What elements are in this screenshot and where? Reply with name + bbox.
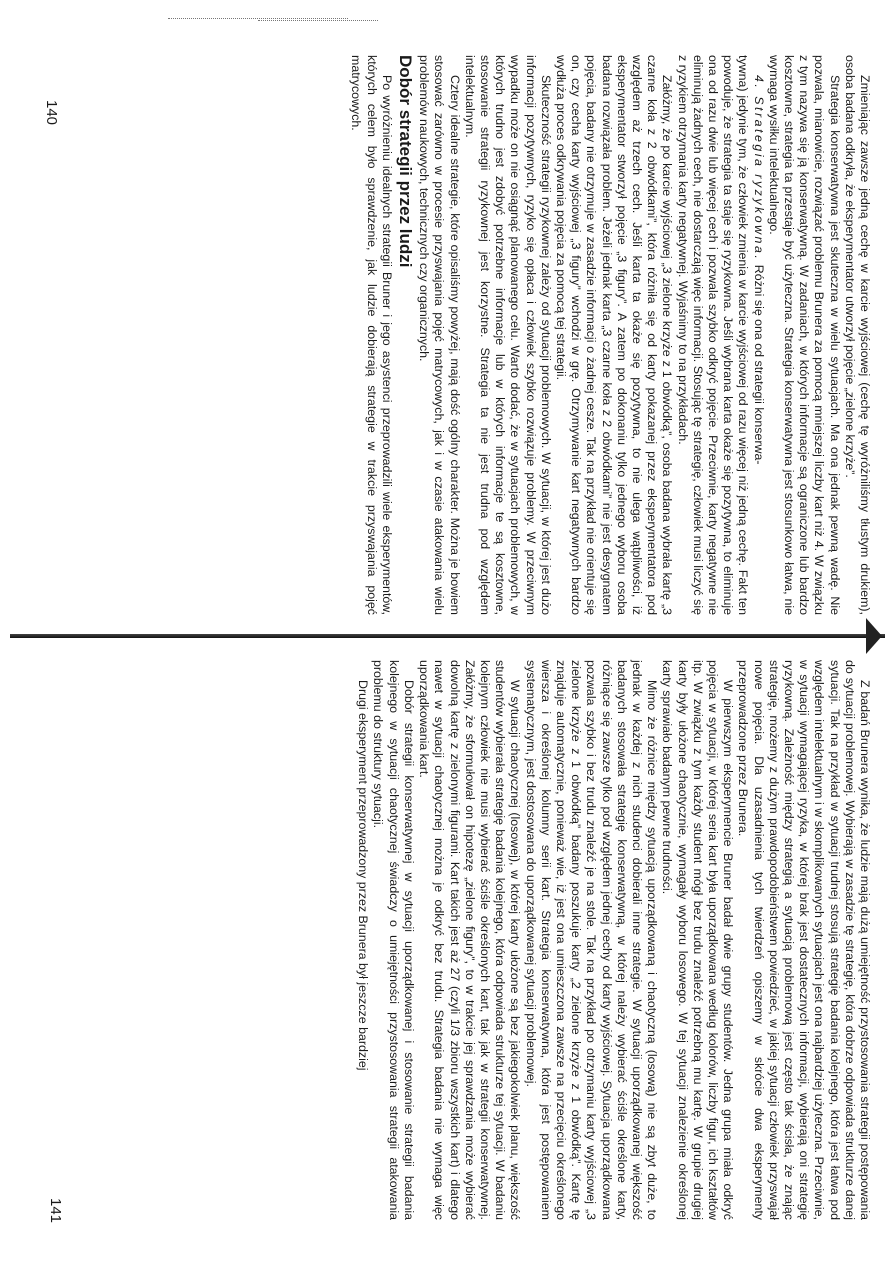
paragraph: W pierwszym eksperymencie Bruner badał dwie grupy studentów. Jedna grupa miała odkryć pojęcia w sytuacji, w której seria kart była uporządkowana według kolorów, liczby figur, ich kształtów itp. W związku z tym każdy student mógł bez trudu znaleźć potrzebną mu kartę. W grupie drugiej karty były ułożone chaotycznie, wymagały wyboru losowego. W tej sytuacji znalezienie określonej karty sprawiało badanym pewne trudności. <box>660 660 736 1220</box>
paragraph: W sytuacji chaotycznej (losowej), w której karty ułożone są bez jakiegokolwiek planu, większość studentów wybierała strategię badania kolejnego, która odpowiada strukturze tej sytuacji. W badaniu kolejnym człowiek nie musi wybierać ściśle określonych kart, tak jak w strategii konserwatywnej. Załóżmy, że sformułował on hipotezę „zielone figury”, to w trakcie jej sprawdzania może wybierać dowolną kartę z zielonymi figurami. Kart takich jest aż 27 (czyli 1/3 zbioru wszystkich kart) i dlatego nawet w sytuacji chaotycznej można je odkryć bez trudu. Strategia badania nie wymaga więc uporządkowania kart. <box>417 660 523 1220</box>
paragraph: tywna) jedynie tym, że człowiek zmienia w karcie wyjściowej od razu więcej niż jedną cechę. Fakt ten powoduje, że strategia ta staje się ryzykowna. Jeśli wybrana karta okaże się pozytywna, to eliminuje ona od razu dwie lub więcej cech i pozwala szybko odkryć pojęcie. Przeciwnie, karty negatywne nie eliminują żadnych cech, nie dostarczają więc informacji. Stosując tę strategię, człowiek musi liczyć się z ryzykiem otrzymania karty negatywnej. Wyjaśnimy to na przykładach. <box>675 55 751 615</box>
paragraph: Po wyróżnieniu idealnych strategii Bruner i jego asystenci przeprowadzili wiele eksperymentów, których celem było sprawdzenie, jak ludzie dobierają strategie w trakcie przyswajania pojęć matrycowych. <box>349 55 394 615</box>
page-divider <box>10 634 885 638</box>
page-number: 141 <box>47 1198 64 1224</box>
paragraph: Strategia konserwatywna jest skuteczna w wielu sytuacjach. Ma ona jednak pewną wadę. Nie pozwala, mianowicie, rozwiązać problemu Brunera za pomocą mniejszej liczby kart niż 4. W związku z tym nazywa się ją konserwatywną. W zadaniach, w których informacje są ograniczone lub bardzo kosztowne, strategia ta przestaje być użyteczna. Strategia konserwatywna jest stosunkowo łatwa, nie wymaga wysiłku intelektualnego. <box>766 55 842 615</box>
paragraph: Mimo że różnice między sytuacją uporządkowaną i chaotyczną (losową) nie są zbyt duże, to jednak w każdej z nich studenci dobierali inne strategie. W sytuacji uporządkowanej większość badanych stosowała strategię konserwatywną, w której należy wybierać ściśle określone karty, różniące się zawsze tylko pod względem jednej cechy od karty wyjściowej. Sytuacja uporządkowana pozwala szybko i bez trudu znaleźć je na stole. Tak na przykład po otrzymaniu karty wyjściowej „3 zielone krzyże z 1 obwódką” badany poszukuje karty „2 zielone krzyże z 1 obwódką”. Kartę tę znajduje automatycznie, ponieważ wie, iż jest ona umieszczona zawsze na przecięciu określonego wiersza i określonej kolumny serii kart. Strategia konserwatywna, która jest postępowaniem systematycznym, jest dostosowana do uporządkowanej sytuacji problemowej. <box>523 660 660 1220</box>
scan-artifact <box>168 18 348 19</box>
strategy-lead-rest: Różni się ona od strategii konserwa- <box>751 264 766 465</box>
scan-artifact <box>258 20 378 21</box>
left-page-text <box>348 55 872 615</box>
paragraph: Skuteczność strategii ryzykownej zależy od sytuacji problemowych. W sytuacji, w której jest dużo informacji pozytywnych, ryzyko się opłaca i człowiek szybko rozwiązuje problemy. W przeciwnym wypadku może on nie osiągnąć planowanego celu. Warto dodać, że w sytuacjach problemowych, w których trudno jest zdobyć potrzebne informacje lub w których informacje te są kosztowne, stosowanie strategii ryzykownej jest korzystne. Strategia ta nie jest trudna pod względem intelektualnym. <box>462 55 553 615</box>
right-page-text <box>355 660 872 1220</box>
paragraph: Cztery idealne strategie, które opisaliśmy powyżej, mają dość ogólny charakter. Można je bowiem stosować zarówno w procesie przyswajania pojęć matrycowych, jak i w czasie atakowania wielu problemów naukowych, technicznych czy organicznych. <box>417 55 462 615</box>
page-number: 140 <box>43 100 60 126</box>
paragraph-strategy-4 <box>750 55 765 615</box>
paragraph: Załóżmy, że po karcie wyjściowej „3 zielone krzyże z 1 obwódką”, osoba badana wybrała kartę „3 czarne koła z 2 obwódkami”, która różniła się od karty pokazanej przez eksperymentatora pod względem aż trzech cech. Jeśli karta ta okaże się pozytywna, to nie ulega wątpliwości, iż eksperymentator stworzył pojęcie „3 figury”. A zatem po dokonaniu tylko jednego wyboru osoba badana rozwiązała problem. Jeżeli jednak karta „3 czarne koła z 2 obwódkami” nie jest desygnatem pojęcia, badany nie otrzymuje w zasadzie informacji o żadnej cesze. Tak na przykład nie orientuje się on, czy cecha karty wyjściowej „3 figury” wchodzi w grę. Otrzymywanie kart negatywnych bardzo wydłuża proces odkrywania pojęcia za pomocą tej strategii. <box>553 55 675 615</box>
section-heading: Dobór strategii przez ludzi <box>395 55 415 268</box>
strategy-lead: 4. Strategia ryzykowna. <box>751 75 766 262</box>
paragraph: Dobór strategii konserwatywnej w sytuacji uporządkowanej i stosowanie strategii badania kolejnego w sytuacji chaotycznej świadczy o umiejętności przystosowania strategii atakowania problemu do struktury sytuacji. <box>371 660 416 1220</box>
paragraph: Zmieniając zawsze jedną cechę w karcie wyjściowej (cechę tę wyróżniliśmy tłustym drukiem), osoba badana odkryła, że eksperymentator utworzył pojęcie „zielone krzyże”. <box>842 55 872 615</box>
page-divider-tip <box>866 618 882 654</box>
paragraph: Z badań Brunera wynika, że ludzie mają dużą umiejętność przystosowania strategii postępowania do sytuacji problemowej. Wybierają w zasadzie tę strategię, która dobrze odpowiada strukturze danej sytuacji. Tak na przykład w sytuacji trudnej stosują strategię badania kolejnego, która jest łatwa pod względem intelektualnym i w skomplikowanych sytuacjach jest ona najbardziej użyteczna. Przeciwnie, w sytuacji wymagającej ryzyka, w której brak jest dostatecznych informacji, wybierają oni strategię ryzykowną. Zależność między strategią a sytuacją problemową jest często tak ścisła, że znając strategię, możemy z dużym prawdopodobieństwem powiedzieć, w jakiej sytuacji człowiek przyswajał nowe pojęcia. Dla uzasadnienia tych twierdzeń opiszemy w skrócie dwa eksperymenty przeprowadzone przez Brunera. <box>736 660 872 1220</box>
paragraph: Drugi eksperyment przeprowadzony przez Brunera był jeszcze bardziej <box>356 680 371 1071</box>
